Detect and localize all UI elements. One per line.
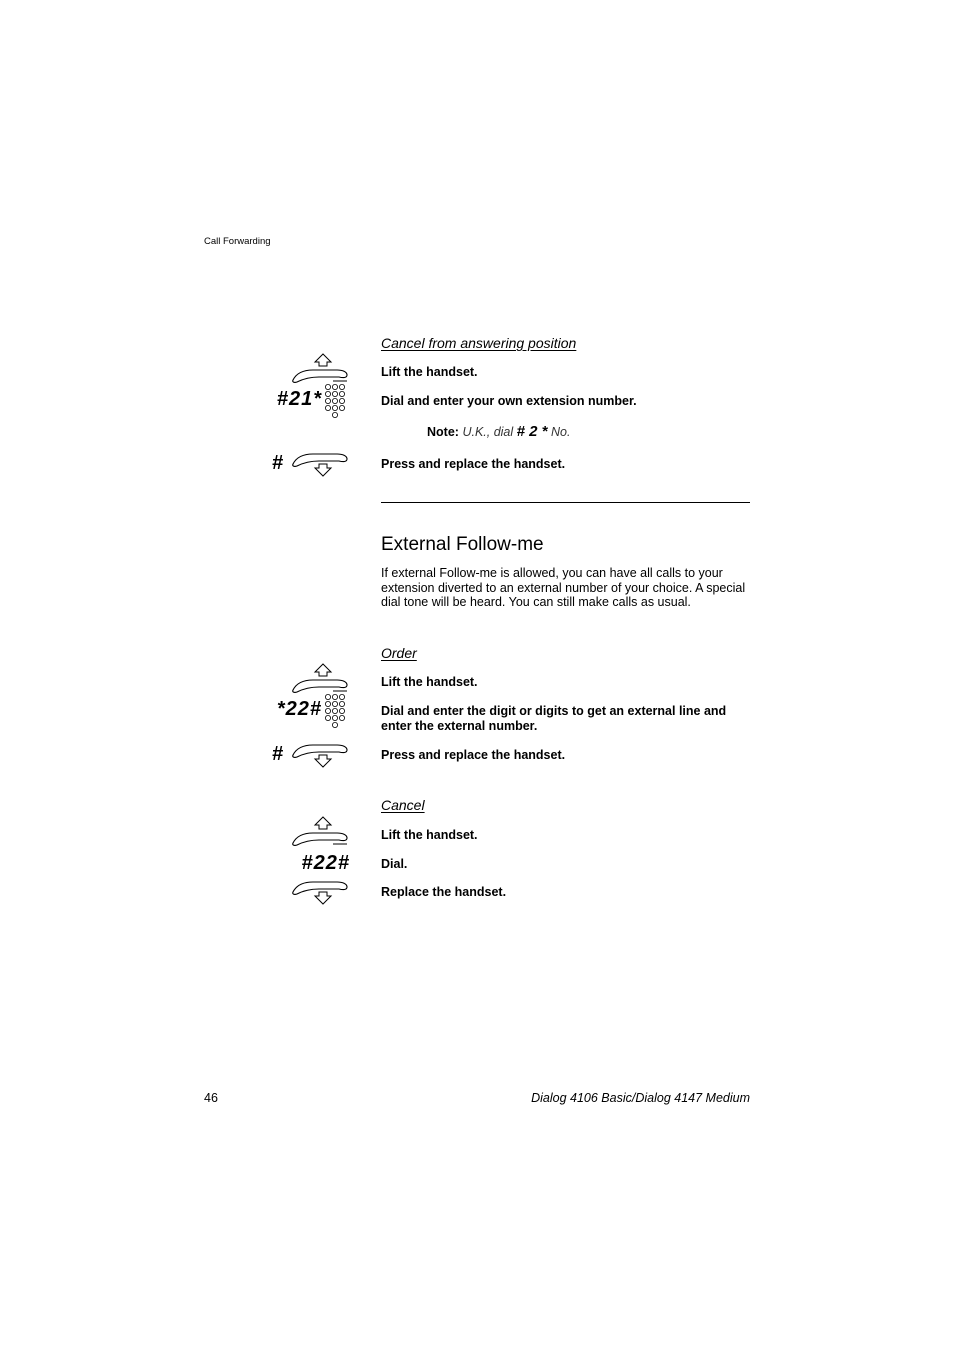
hash-code: # bbox=[271, 743, 284, 765]
step-lift-handset: Lift the handset. bbox=[381, 365, 478, 379]
lift-handset-icon bbox=[285, 662, 351, 694]
order-subheading: Order bbox=[381, 645, 417, 661]
step-lift-handset: Lift the handset. bbox=[381, 828, 478, 842]
step-replace-handset: Press and replace the handset. bbox=[381, 457, 566, 471]
step-lift-handset: Lift the handset. bbox=[381, 675, 478, 689]
dial-code: #21* bbox=[276, 388, 322, 410]
lift-handset-icon bbox=[285, 815, 351, 847]
intro-paragraph: If external Follow-me is allowed, you can have all calls to your extension diverted to an external number of your choice. A special dial tone will be heard. You can still make calls as usual. bbox=[381, 566, 746, 610]
step-dial-extension: Dial and enter your own extension number. bbox=[381, 394, 637, 408]
hash-code: # bbox=[271, 452, 284, 474]
step-dial: Dial. bbox=[381, 857, 408, 871]
replace-handset-icon bbox=[285, 450, 351, 480]
running-header: Call Forwarding bbox=[204, 236, 271, 247]
replace-handset-icon bbox=[285, 741, 351, 771]
note-prefix: U.K., dial bbox=[462, 425, 514, 439]
keypad-icon bbox=[326, 385, 346, 419]
cancel-answering-subheading: Cancel from answering position bbox=[381, 335, 577, 351]
document-title: Dialog 4106 Basic/Dialog 4147 Medium bbox=[531, 1091, 750, 1105]
step-dial-external: Dial and enter the digit or digits to get an external line and enter the external number. bbox=[381, 704, 727, 733]
step-replace-handset: Press and replace the handset. bbox=[381, 748, 566, 762]
note-code: # 2 * bbox=[516, 423, 548, 440]
lift-handset-icon bbox=[285, 352, 351, 384]
dial-code: #22# bbox=[301, 852, 350, 874]
keypad-icon bbox=[326, 695, 346, 729]
note-suffix: No. bbox=[550, 425, 571, 439]
replace-handset-icon bbox=[285, 878, 351, 908]
section-divider bbox=[381, 502, 750, 503]
cancel-subheading: Cancel bbox=[381, 797, 425, 813]
page-number: 46 bbox=[204, 1091, 218, 1105]
section-title: External Follow-me bbox=[381, 534, 544, 555]
note-label: Note: bbox=[427, 425, 459, 439]
note bbox=[427, 423, 570, 440]
dial-code: *22# bbox=[276, 698, 322, 720]
step-replace-handset: Replace the handset. bbox=[381, 885, 507, 899]
